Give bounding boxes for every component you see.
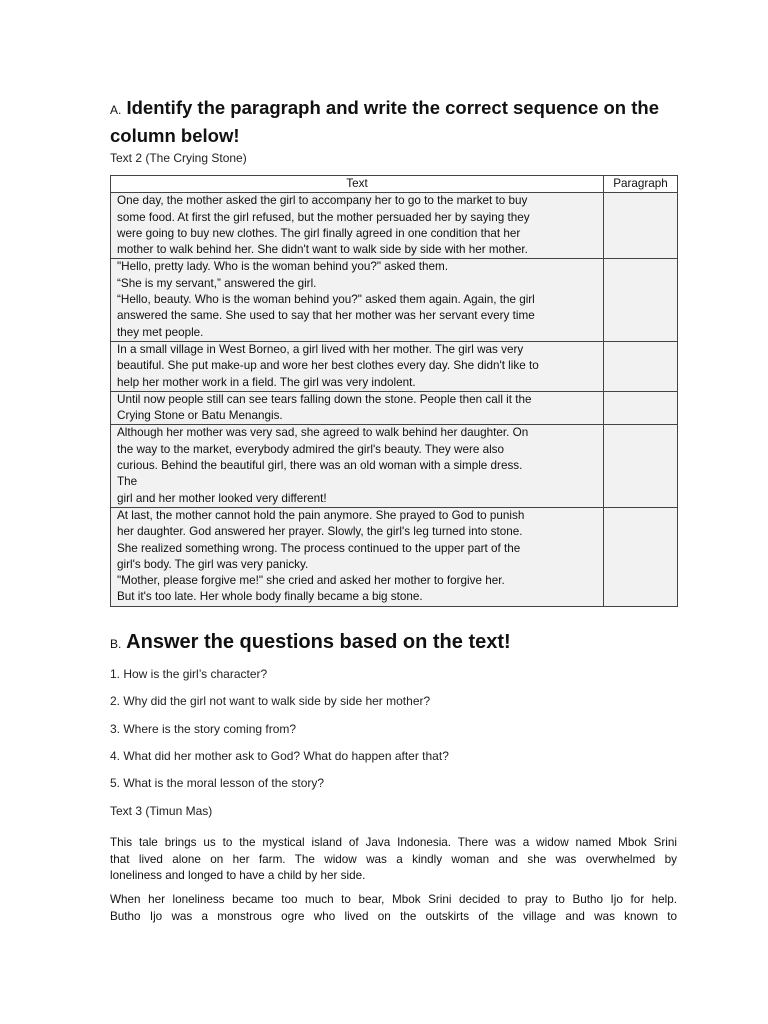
table-row — [111, 425, 678, 507]
text-cell — [111, 507, 604, 606]
paragraph-answer-cell[interactable] — [604, 425, 678, 507]
paragraph-answer-cell[interactable] — [604, 507, 678, 606]
text-cell — [111, 259, 604, 341]
paragraph-line: This tale brings us to the mystical island of Java Indonesia. There was a widow named Mbok Srini — [110, 836, 677, 849]
text-cell-line: Although her mother was very sad, she agreed to walk behind her daughter. On — [117, 426, 529, 440]
text-cell-line: help her mother work in a field. The girl was very indolent. — [117, 375, 416, 389]
text-cell-line: the way to the market, everybody admired the girl's beauty. They were also — [117, 442, 505, 456]
paragraph-line: Butho Ijo was a monstrous ogre who lived on the outskirts of the village and was known to — [110, 909, 677, 923]
text-cell-line: were going to buy new clothes. The girl finally agreed in one condition that her — [117, 226, 521, 240]
text-cell-line: Until now people still can see tears falling down the stone. People then call it the — [117, 392, 532, 406]
text-cell-line: "Hello, pretty lady. Who is the woman behind you?" asked them. — [117, 260, 448, 274]
text-2-label: Text 2 (The Crying Stone) — [110, 151, 247, 165]
text-cell-line: girl's body. The girl was very panicky. — [117, 557, 309, 571]
question-4: 4. What did her mother ask to God? What do happen after that? — [110, 749, 449, 763]
text-cell-line: answered the same. She used to say that her mother was her servant every time — [117, 309, 535, 323]
paragraph-answer-cell[interactable] — [604, 391, 678, 425]
section-a-heading — [110, 95, 670, 149]
text-cell — [111, 341, 604, 391]
text-cell — [111, 193, 604, 259]
column-header-paragraph: Paragraph — [604, 176, 678, 193]
table-row — [111, 259, 678, 341]
question-1: 1. How is the girl’s character? — [110, 667, 268, 681]
section-b-title: Answer the questions based on the text! — [126, 631, 511, 653]
text-cell-line: curious. Behind the beautiful girl, there was an old woman with a simple dress. — [117, 459, 523, 473]
question-2: 2. Why did the girl not want to walk side by side her mother? — [110, 694, 431, 708]
section-b-heading — [110, 628, 511, 658]
question-3: 3. Where is the story coming from? — [110, 722, 297, 736]
text-cell-line: But it's too late. Her whole body finally became a big stone. — [117, 590, 423, 604]
paragraph-answer-cell[interactable] — [604, 193, 678, 259]
paragraph-answer-cell[interactable] — [604, 341, 678, 391]
section-a-title: Identify the paragraph and write the correct sequence on the column below! — [110, 97, 659, 146]
text-cell-line: girl and her mother looked very different! — [117, 491, 327, 505]
table-row — [111, 341, 678, 391]
table-row — [111, 193, 678, 259]
table-header-row — [111, 176, 678, 193]
text-cell-line: "Mother, please forgive me!" she cried and asked her mother to forgive her. — [117, 574, 505, 588]
text-cell — [111, 425, 604, 507]
text-cell-line: At last, the mother cannot hold the pain anymore. She prayed to God to punish — [117, 508, 525, 522]
text-cell-line: beautiful. She put make-up and wore her best clothes every day. She didn't like to — [117, 359, 539, 373]
text-cell-line: “She is my servant,” answered the girl. — [117, 276, 317, 290]
text-cell-line: “Hello, beauty. Who is the woman behind you?" asked them again. Again, the girl — [117, 293, 535, 307]
text-cell-line: Crying Stone or Batu Menangis. — [117, 409, 283, 423]
text-3-label: Text 3 (Timun Mas) — [110, 804, 213, 818]
text-cell-line: One day, the mother asked the girl to accompany her to go to the market to buy — [117, 194, 528, 208]
text-cell-line: The — [117, 475, 138, 489]
paragraph-line: loneliness and longed to have a child by her side. — [110, 869, 366, 883]
section-a-letter: A. — [110, 103, 122, 117]
paragraph-sequence-table — [110, 175, 678, 607]
column-header-text: Text — [111, 176, 604, 193]
text-3-paragraph-1 — [110, 835, 677, 885]
text-cell-line: her daughter. God answered her prayer. Slowly, the girl's leg turned into stone. — [117, 525, 523, 539]
paragraph-line: that lived alone on her farm. The widow was a kindly woman and she was overwhelmed by — [110, 852, 677, 866]
text-3-paragraph-2 — [110, 892, 677, 925]
text-cell-line: In a small village in West Borneo, a girl lived with her mother. The girl was very — [117, 342, 524, 356]
paragraph-line: When her loneliness became too much to bear, Mbok Srini decided to pray to Butho Ijo for help. — [110, 893, 677, 906]
text-cell-line: they met people. — [117, 325, 204, 339]
section-b-letter: B. — [110, 637, 122, 651]
table-row — [111, 507, 678, 606]
table-row — [111, 391, 678, 425]
paragraph-answer-cell[interactable] — [604, 259, 678, 341]
text-cell-line: some food. At first the girl refused, but the mother persuaded her by saying they — [117, 210, 530, 224]
text-cell-line: She realized something wrong. The process continued to the upper part of the — [117, 541, 521, 555]
text-cell — [111, 391, 604, 425]
question-5: 5. What is the moral lesson of the story? — [110, 776, 325, 790]
table-body — [111, 193, 678, 606]
text-cell-line: mother to walk behind her. She didn't want to walk side by side with her mother. — [117, 243, 528, 257]
